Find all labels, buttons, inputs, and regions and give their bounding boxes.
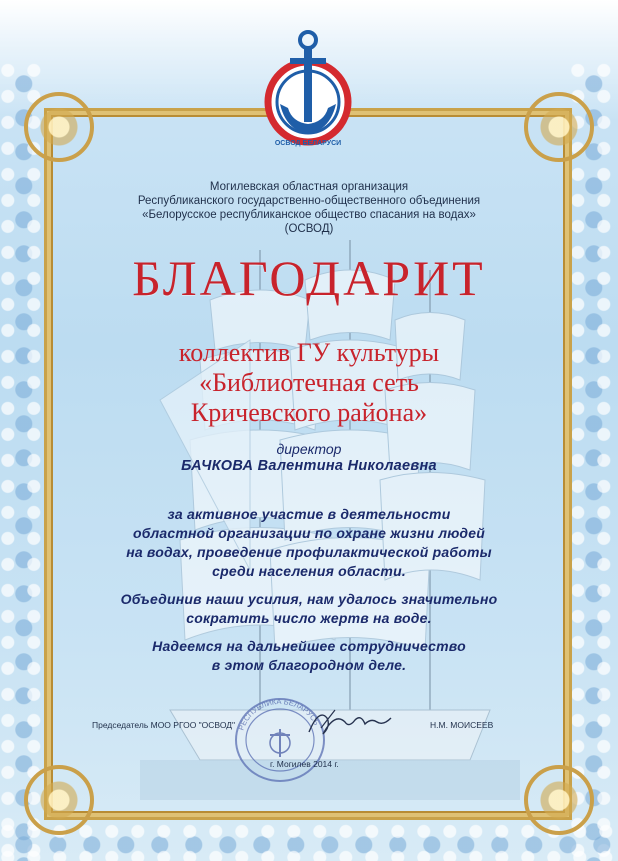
recipient-line-2: «Библиотечная сеть: [199, 368, 419, 397]
para3-line-2: в этом благородном деле.: [211, 657, 407, 673]
frame-ornament-bottom-left: [24, 765, 94, 835]
org-line-3: «Белорусское республиканское общество спасания на водах»: [142, 209, 476, 221]
recipient-block: [0, 338, 618, 428]
org-line-2: Республиканского государственно-общественного объединения: [137, 195, 481, 207]
body-paragraph-3: [0, 637, 618, 675]
chairman-name: Н.М. МОИСЕЕВ: [430, 720, 494, 730]
osvod-anchor-logo: [260, 22, 356, 150]
chairman-label: Председатель МОО РГОО "ОСВОД": [92, 720, 236, 730]
body-paragraph-2: [0, 590, 618, 628]
frame-ornament-top-right: [524, 92, 594, 162]
para1-line-2: областной организации по охране жизни людей: [133, 525, 485, 541]
organization-header: [0, 180, 618, 236]
org-line-1: Могилевская областная организация: [209, 181, 409, 193]
para1-line-3: на водах, проведение профилактической работы: [126, 544, 492, 560]
frame-ornament-bottom-right: [524, 765, 594, 835]
frame-ornament-top-left: [24, 92, 94, 162]
para1-line-1: за активное участие в деятельности: [167, 506, 451, 522]
para1-line-4: среди населения области.: [212, 563, 406, 579]
director-name: БАЧКОВА Валентина Николаевна: [181, 458, 437, 474]
logo-text: ОСВОД БЕЛАРУСИ: [274, 140, 342, 147]
handwritten-signature: [305, 704, 395, 740]
director-title: директор: [276, 441, 342, 457]
para2-line-1: Объединив наши усилия, нам удалось значительно: [120, 591, 498, 607]
recipient-line-3: Кричевского района»: [190, 398, 428, 427]
body-paragraph-1: [0, 505, 618, 581]
headline-thanks: БЛАГОДАРИТ: [132, 250, 486, 306]
org-line-4: (ОСВОД): [284, 223, 334, 235]
para3-line-1: Надеемся на дальнейшее сотрудничество: [152, 638, 466, 654]
wave-pattern-bottom: [0, 821, 618, 861]
seal-text: РЕСПУБЛИКА БЕЛАРУСЬ: [236, 696, 322, 732]
recipient-line-1: коллектив ГУ культуры: [178, 338, 440, 367]
place-and-date: г. Могилев 2014 г.: [270, 759, 339, 769]
para2-line-2: сократить число жертв на воде.: [186, 610, 432, 626]
